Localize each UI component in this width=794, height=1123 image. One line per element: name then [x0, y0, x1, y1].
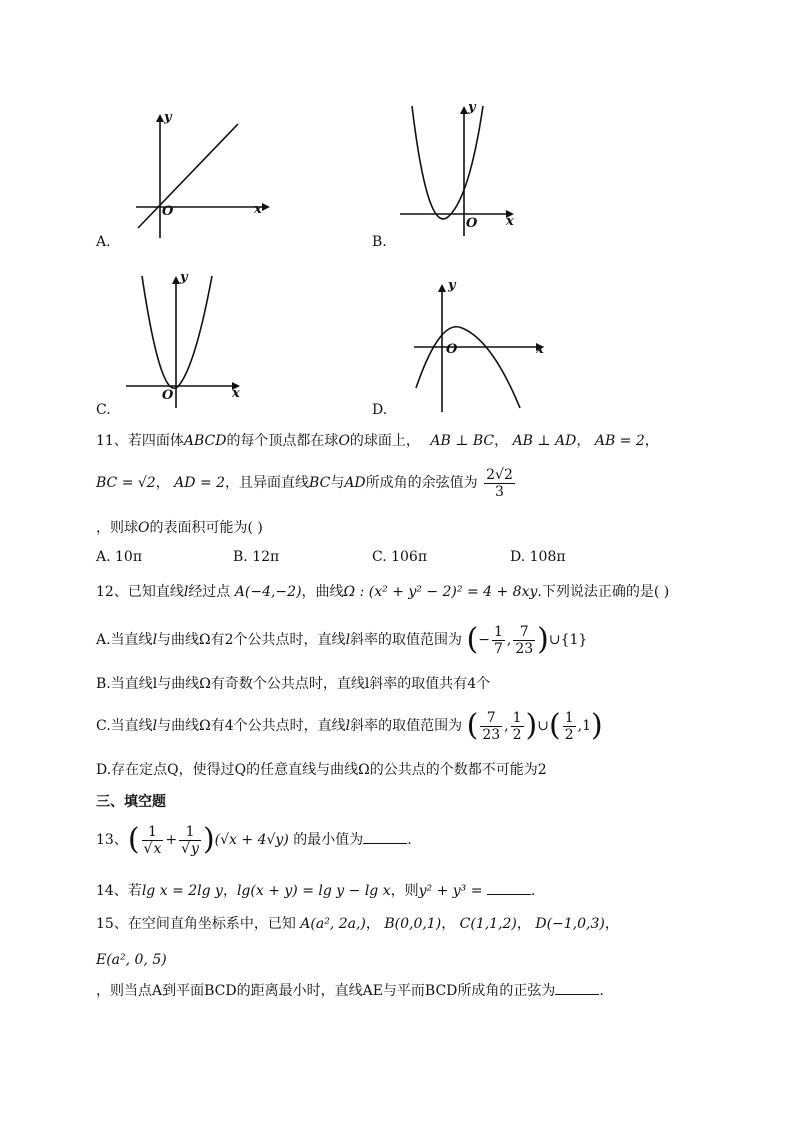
q12-l: l	[152, 632, 158, 648]
graph-c-y-label: y	[180, 270, 188, 285]
graph-a-origin-label: O	[162, 204, 174, 219]
q11-condition-4: BC = √2	[96, 475, 156, 491]
q11-o: O	[138, 520, 150, 536]
option-a-label: A.	[96, 234, 111, 250]
q15-point-a: A(a², 2a,)	[300, 916, 366, 932]
q14-end: .	[530, 883, 536, 899]
q15-point-c: C(1,1,2)	[459, 916, 517, 932]
q12-curve: Ω : (x² + y² − 2)² = 4 + 8xy	[343, 584, 538, 600]
option-b-label: B.	[372, 234, 387, 250]
q11-o: O	[338, 433, 350, 449]
q12-text: .下列说法正确的是( )	[537, 584, 670, 600]
q11-text: 与	[330, 475, 345, 491]
q15-line3	[96, 980, 604, 1001]
q12-option-a: A.当直线l与曲线Ω有2个公共点时，直线l斜率的取值范围为 (− $\frac{1}{7}$ , $\frac{7}{23}$ )∪{1}	[96, 622, 588, 657]
q13-answer-blank[interactable]	[363, 829, 407, 844]
graph-a-x-label: x	[254, 202, 262, 217]
q15-point-b: B(0,0,1)	[384, 916, 442, 932]
graph-b-origin-label: O	[466, 216, 478, 231]
graph-b-svg	[398, 100, 523, 240]
q15-text: ，则当点A到平面BCD的距离最小时，直线AE与平而BCD所成角的正弦为	[96, 983, 556, 999]
q14-answer-blank[interactable]	[487, 880, 531, 895]
q12-a-frac2-num: 7	[513, 624, 535, 641]
graph-b-y-label: y	[468, 100, 476, 115]
q11-option-d: D. 108π	[510, 549, 566, 565]
q14-text: 14、若	[96, 883, 142, 899]
q15-text: 15、在空间直角坐标系中，已知	[96, 916, 296, 932]
q12-text: 与曲线Ω有4个公共点时，直线	[157, 718, 346, 734]
option-d-label: D.	[372, 402, 388, 418]
q13-frac1-num: 1	[142, 824, 164, 841]
graph-d	[412, 278, 552, 414]
q12-c-frac3-den: 2	[564, 726, 574, 743]
graph-d-y-label: y	[448, 278, 456, 293]
q11-frac-num: 2√2	[486, 466, 513, 483]
graph-c-origin-label: O	[162, 388, 174, 403]
graph-b-x-label: x	[506, 214, 514, 229]
q13-frac2-num: 1	[179, 824, 201, 841]
graph-d-origin-label: O	[446, 342, 458, 357]
q12-text: 经过点	[188, 584, 231, 600]
q13-frac1-den: x	[153, 840, 162, 857]
q12-text: 斜率的取值范围为	[350, 632, 463, 648]
option-c-label: C.	[96, 402, 111, 418]
q12-c-frac1-num: 7	[480, 710, 502, 727]
q11-frac-den: 3	[495, 483, 504, 500]
q13: 13、( $\frac{1}{√x}$ + $\frac{1}{√y}$ )(√x + 4√y) 的最小值为 .	[96, 822, 412, 857]
q11-line3	[96, 518, 263, 538]
q11-condition-1: AB ⊥ BC	[430, 433, 495, 449]
q12-c-frac2-den: 2	[512, 726, 522, 743]
q13-end: .	[407, 832, 412, 848]
q15-answer-blank[interactable]	[555, 980, 599, 995]
q12-option-b: B.当直线l与曲线Ω有奇数个公共点时，直线l斜率的取值共有4个	[96, 676, 491, 692]
q12-l: l	[152, 718, 158, 734]
graph-c-svg	[124, 270, 249, 410]
q15-point-d: D(−1,0,3)	[535, 916, 605, 932]
graph-b	[398, 100, 523, 240]
q11-text: 的每个顶点都在球	[226, 433, 339, 449]
q14-eq3: y² + y³ =	[418, 883, 483, 899]
graph-c	[124, 270, 249, 410]
q15-line2	[96, 950, 167, 970]
q12-a-frac1-den: 7	[493, 640, 503, 657]
q14-text: ，	[222, 883, 237, 899]
q12-l: l	[345, 718, 351, 734]
q12-stem	[96, 582, 669, 602]
q12-a-frac2-den: 23	[515, 640, 534, 657]
q11-text: 的表面积可能为( )	[149, 520, 263, 536]
q11-condition-5: AD = 2	[174, 475, 226, 491]
q15-point-e: E(a², 0, 5)	[96, 952, 167, 968]
q15-end: .	[599, 983, 604, 999]
graph-a-svg	[128, 110, 273, 245]
q11-abcd: ABCD	[183, 433, 227, 449]
q12-l: l	[183, 584, 189, 600]
graph-a-y-label: y	[164, 110, 172, 125]
q12-c-frac3-num: 1	[564, 709, 574, 726]
q12-text: A.当直线	[96, 632, 153, 648]
q14	[96, 880, 535, 901]
q11-cos-fraction	[484, 467, 515, 500]
q12-text: ，曲线	[301, 584, 344, 600]
q12-option-c: C.当直线l与曲线Ω有4个公共点时，直线l斜率的取值范围为 ( $\frac{7}{23}$ , $\frac{1}{2}$ )∪( $\frac{1}{2}$ ,1)	[96, 708, 603, 743]
graph-d-svg	[412, 278, 552, 414]
q12-a-frac1-num: 1	[493, 623, 503, 640]
q14-eq2: lg(x + y) = lg y − lg x	[236, 883, 391, 899]
q11-text: ，且异面直线	[225, 475, 310, 491]
q14-eq1: lg x = 2lg y	[141, 883, 223, 899]
q13-frac2-den: y	[191, 840, 199, 857]
q12-point: A(−4,−2)	[234, 584, 302, 600]
q11-condition-3: AB = 2	[594, 433, 645, 449]
q13-num: 13、	[96, 832, 128, 848]
graph-c-x-label: x	[232, 386, 240, 401]
q12-l: l	[345, 632, 351, 648]
graph-a	[128, 110, 273, 245]
q11-text: 11、若四面体	[96, 433, 184, 449]
q13-expression: (√x + 4√y)	[214, 832, 289, 848]
q12-text: C.当直线	[96, 718, 153, 734]
q13-text: 的最小值为	[293, 832, 364, 848]
q11-option-b: B. 12π	[233, 549, 280, 565]
q11-condition-2: AB ⊥ AD	[512, 433, 577, 449]
q14-text: ，则	[390, 883, 419, 899]
q11-bc: BC	[309, 475, 331, 491]
q12-c-frac1-den: 23	[482, 726, 501, 743]
q11-option-c: C. 106π	[372, 549, 428, 565]
q11-ad: AD	[344, 475, 366, 491]
q12-text: 12、已知直线	[96, 584, 184, 600]
q11-line1: 11、若四面体ABCD的每个顶点都在球O的球面上， AB ⊥ BC， AB ⊥ AD， AB = 2，	[96, 433, 659, 449]
section-title: 三、填空题	[96, 794, 166, 810]
q11-option-a: A. 10π	[96, 549, 143, 565]
q12-option-d: D.存在定点Q，使得过Q的任意直线与曲线Ω的公共点的个数都不可能为2	[96, 762, 547, 778]
q12-c-frac2-num: 1	[512, 709, 522, 726]
q11-text: 的球面上，	[349, 433, 420, 449]
graph-d-x-label: x	[536, 342, 544, 357]
q12-text: 斜率的取值范围为	[350, 718, 463, 734]
q11-line2: BC = √2， AD = 2，且异面直线BC与AD所成角的余弦值为 $\frac{2√2}{3}$	[96, 466, 513, 500]
q15-line1: 15、在空间直角坐标系中，已知 A(a², 2a,)， B(0,0,1)， C(1,1,2)， D(−1,0,3)，	[96, 916, 619, 932]
q11-text: ，则球	[96, 520, 138, 536]
q12-text: 与曲线Ω有2个公共点时，直线	[157, 632, 346, 648]
q11-text: 所成角的余弦值为	[365, 475, 478, 491]
q12-a-tail: ∪{1}	[548, 632, 588, 648]
